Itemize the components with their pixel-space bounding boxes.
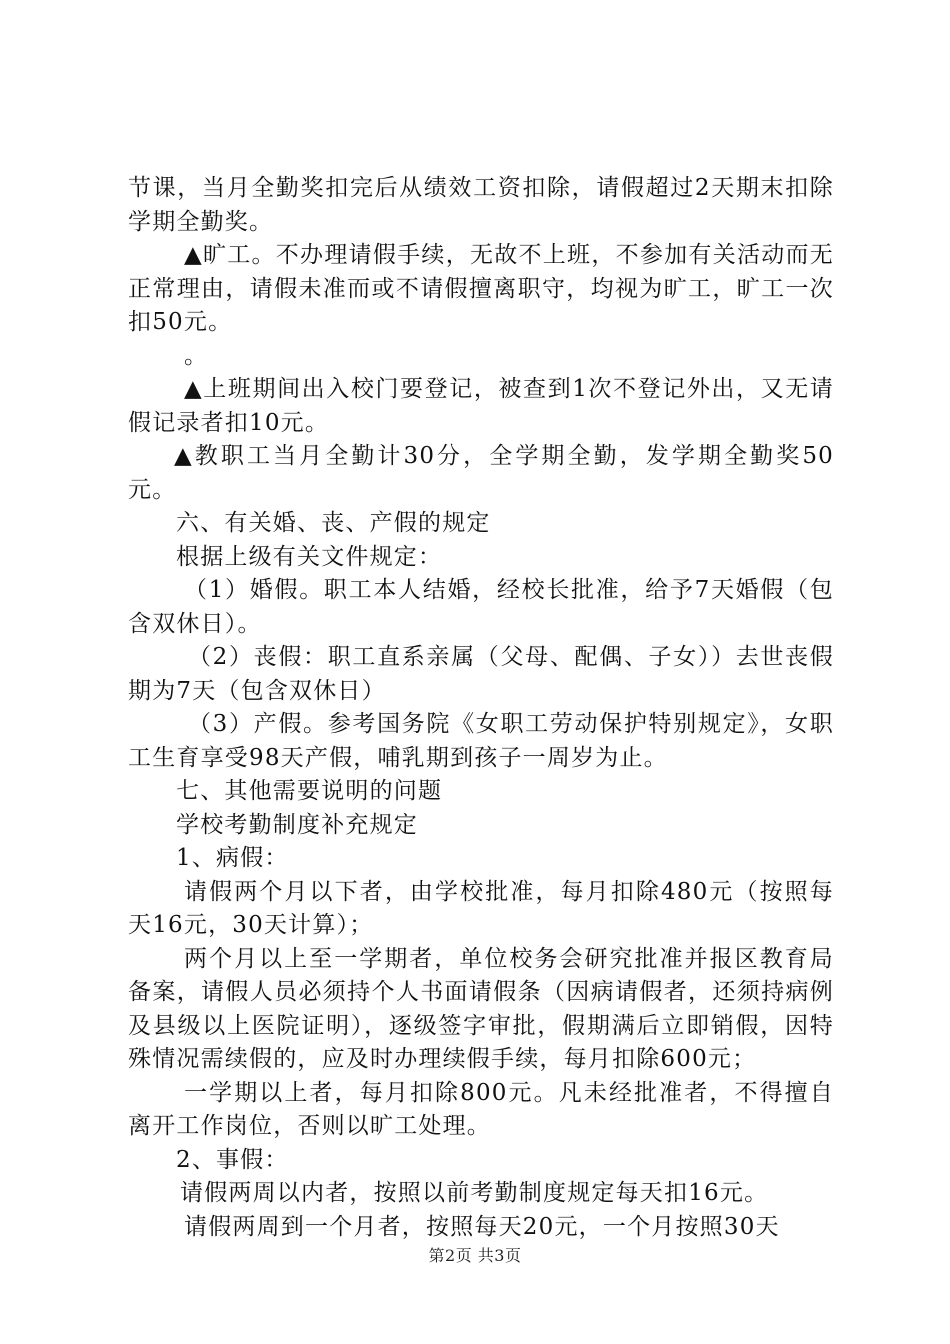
paragraph: 请假两个月以下者，由学校批准，每月扣除480元（按照每天16元，30天计算）； [128, 878, 834, 938]
paragraph: 1、病假： [176, 845, 289, 871]
page-footer [0, 1243, 950, 1266]
paragraph: 一学期以上者，每月扣除800元。凡未经批准者，不得擅自离开工作岗位，否则以旷工处理。 [128, 1079, 834, 1139]
paragraph: （1）婚假。职工本人结婚，经校长批准，给予7天婚假（包含双休日）。 [128, 577, 834, 637]
paragraph: 学校考勤制度补充规定 [176, 811, 418, 838]
section-heading: 七、其他需要说明的问题 [176, 778, 443, 804]
paragraph: 2、事假： [176, 1146, 289, 1173]
paragraph: 请假两周到一个月者，按照每天20元，一个月按照30天 [184, 1213, 780, 1240]
paragraph: 根据上级有关文件规定： [176, 543, 443, 570]
paragraph: ▲教职工当月全勤计30分，全学期全勤，发学期全勤奖50元。 [128, 443, 834, 503]
paragraph: 两个月以上至一学期者，单位校务会研究批准并报区教育局备案，请假人员必须持个人书面请假条（因病请假者，还须持病例及县级以上医院证明），逐级签字审批，假期满后立即销假，因特殊情况需续假的，应及时办理续假手续，每月扣除600元； [128, 945, 834, 1072]
section-heading: 六、有关婚、丧、产假的规定 [176, 510, 491, 536]
paragraph: ▲旷工。不办理请假手续，无故不上班，不参加有关活动而无正常理由，请假未准而或不请假擅离职守，均视为旷工，旷工一次扣50元。 [128, 242, 834, 335]
document-body [128, 172, 834, 1244]
paragraph: 请假两周以内者，按照以前考勤制度规定每天扣16元。 [180, 1180, 769, 1206]
page-number-label: 第2页 共3页 [428, 1246, 522, 1265]
paragraph: ▲上班期间出入校门要登记，被查到1次不登记外出，又无请假记录者扣10元。 [128, 376, 834, 436]
paragraph: （2）丧假：职工直系亲属（父母、配偶、子女））去世丧假期为7天（包含双休日） [128, 644, 834, 704]
paragraph: （3）产假。参考国务院《女职工劳动保护特别规定》，女职工生育享受98天产假，哺乳期到孩子一周岁为止。 [128, 711, 834, 771]
paragraph: 节课，当月全勤奖扣完后从绩效工资扣除，请假超过2天期末扣除学期全勤奖。 [128, 175, 834, 235]
paragraph: 。 [184, 342, 209, 369]
